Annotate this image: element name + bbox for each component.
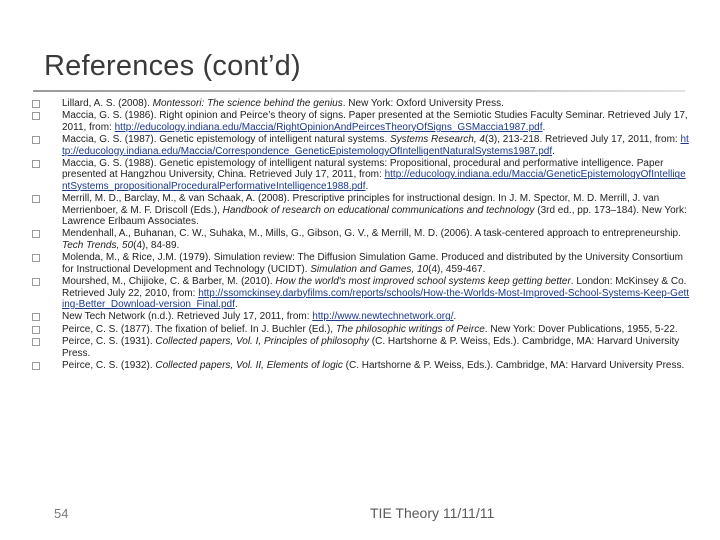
reference-text: . New York: Oxford University Press. xyxy=(342,98,504,109)
reference-text: Lillard, A. S. (2008). xyxy=(62,98,153,109)
reference-item xyxy=(32,336,690,359)
reference-text: . xyxy=(542,121,546,133)
reference-link[interactable]: http://educology.indiana.edu/Maccia/Correspondence_GeneticEpistemologyOfIntelligentNaturalSystems1987.pdf xyxy=(62,134,689,157)
reference-text: . xyxy=(365,180,369,192)
square-bullet-icon xyxy=(32,112,40,120)
square-bullet-icon xyxy=(32,254,40,262)
square-bullet-icon xyxy=(32,362,40,370)
page-number: 54 xyxy=(54,506,69,521)
reference-item xyxy=(32,324,690,335)
reference-text: Mendenhall, A., Buhanan, C. W., Suhaka, M., Mills, G., Gibson, G. V., & Merrill, M. D. (2006). A task-centered approach to entrepreneurship. xyxy=(62,228,681,240)
reference-text: (4), 84-89. xyxy=(133,239,180,251)
reference-item xyxy=(32,193,690,227)
reference-title: Tech Trends, 50 xyxy=(62,239,134,251)
square-bullet-icon xyxy=(32,230,40,238)
reference-title: Montessori: The science behind the genius xyxy=(152,98,343,109)
reference-text: Peirce, C. S. (1877). The fixation of belief. In J. Buchler (Ed.), xyxy=(62,323,336,335)
reference-title: Simulation and Games, 10 xyxy=(310,263,429,275)
reference-text: (4), 459-467. xyxy=(428,263,486,275)
reference-item xyxy=(32,311,690,322)
reference-title: The philosophic writings of Peirce xyxy=(335,323,485,335)
reference-item xyxy=(32,228,690,251)
reference-title: Handbook of research on educational communications and technology xyxy=(222,204,535,216)
reference-text: (C. Hartshorne & P. Weiss, Eds.). Cambridge, MA: Harvard University Press. xyxy=(342,359,685,371)
reference-item xyxy=(32,252,690,275)
square-bullet-icon xyxy=(32,313,40,321)
reference-text: Merrill, M. D., Barclay, M., & van Schaak, A. (2008). Prescriptive principles for instructional design. In J. M. Spector, M. D. Merrill, J. van Merrienboer, & M. F. Driscoll (Eds.), xyxy=(62,193,660,216)
reference-text: (3rd ed., pp. 173–184). New York: Lawrence Erlbaum Associates. xyxy=(62,204,687,228)
reference-text: . London: McKinsey & Co. Retrieved July 22, 2010, from: xyxy=(62,276,687,299)
reference-text: . xyxy=(234,298,238,310)
reference-link[interactable]: http://www.newtechnetwork.org/ xyxy=(312,311,454,323)
reference-text: Mourshed, M., Chijioke, C. & Barber, M. (2010). xyxy=(62,276,276,288)
reference-text: . xyxy=(453,311,457,323)
square-bullet-icon xyxy=(32,160,40,168)
reference-title: Collected papers, Vol. I, Principles of philosophy xyxy=(155,336,370,348)
reference-text: Peirce, C. S. (1931). xyxy=(62,336,156,348)
square-bullet-icon xyxy=(32,136,40,144)
reference-list xyxy=(32,98,690,372)
reference-text: (C. Hartshorne & P. Weiss, Eds.). Cambridge, MA: Harvard University Press. xyxy=(62,336,680,359)
reference-text: (3), 213-218. Retrieved July 17, 2011, from: xyxy=(484,134,681,146)
footer-text: TIE Theory 11/11/11 xyxy=(370,505,495,521)
square-bullet-icon xyxy=(32,100,40,108)
reference-title: How the world's most improved school systems keep getting better xyxy=(275,276,571,288)
reference-text: Molenda, M., & Rice, J.M. (1979). Simulation review: The Diffusion Simulation Game. Produced and distributed by the University Consortium for Instructional Development and Technology (UCIDT). xyxy=(62,252,684,275)
reference-text: Maccia, G. S. (1987). Genetic epistemology of intelligent natural systems. xyxy=(62,134,390,146)
reference-text: Peirce, C. S. (1932). xyxy=(62,359,156,371)
reference-item xyxy=(32,360,690,371)
reference-title: Systems Research, 4 xyxy=(389,134,485,146)
reference-title: Collected papers, Vol. II, Elements of logic xyxy=(155,359,343,371)
reference-item xyxy=(32,276,690,310)
reference-link[interactable]: http://educology.indiana.edu/Maccia/RightOpinionAndPeircesTheoryOfSigns_GSMaccia1987.pdf xyxy=(114,121,543,133)
reference-link[interactable]: http://educology.indiana.edu/Maccia/GeneticEpistemologyOfIntelligentSystems_propositionalProceduralPerformativeIntelligence1988.pdf xyxy=(62,169,686,192)
reference-text: Maccia, G. S. (1986). Right opinion and Peirce’s theory of signs. Paper presented at the Semiotic Studies Faculty Seminar. Retrieved July 17, 2011, from: xyxy=(62,110,688,133)
square-bullet-icon xyxy=(32,326,40,334)
reference-text: New Tech Network (n.d.). Retrieved July 17, 2011, from: xyxy=(62,311,313,323)
square-bullet-icon xyxy=(32,195,40,203)
square-bullet-icon xyxy=(32,338,40,346)
reference-item xyxy=(32,158,690,192)
reference-item xyxy=(32,98,690,109)
reference-item xyxy=(32,134,690,157)
reference-text: . xyxy=(552,145,555,157)
slide-title: References (cont’d) xyxy=(44,50,301,82)
reference-item xyxy=(32,110,690,133)
square-bullet-icon xyxy=(32,278,40,286)
title-divider xyxy=(33,90,685,92)
reference-text: . New York: Dover Publications, 1955, 5-22. xyxy=(484,323,678,335)
reference-text: Maccia, G. S. (1988). Genetic epistemology of intelligent natural systems: Propositional, procedural and performative intelligence. Paper presented at Hangzhou University, China. Retrieved July 17, 2011, from: xyxy=(62,158,664,181)
reference-link[interactable]: http://ssomckinsey.darbyfilms.com/reports/schools/How-the-Worlds-Most-Improved-School-Systems-Keep-Getting-Better_Download-version_Final.pdf xyxy=(62,287,690,310)
